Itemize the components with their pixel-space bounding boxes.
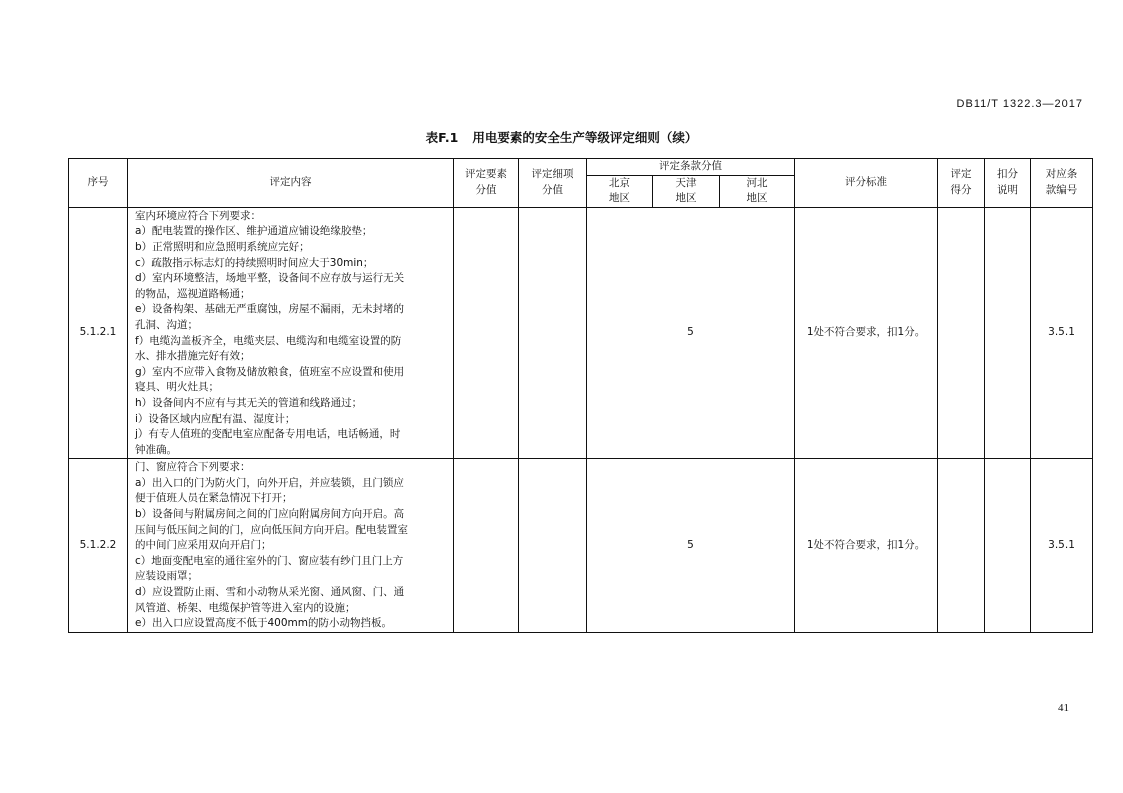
content-line: 的中间门应采用双向开启门； bbox=[135, 539, 272, 552]
table-name: 用电要素的安全生产等级评定细则（续） bbox=[472, 130, 698, 145]
content-line: 风管道、桥架、电缆保护管等进入室内的设施； bbox=[135, 601, 356, 614]
header-seq: 序号 bbox=[69, 159, 128, 208]
content-line: 压间与低压间之间的门，应向低压间方向开启。配电装置室 bbox=[135, 523, 408, 536]
content-line: 应装设雨罩； bbox=[135, 570, 198, 583]
row-content bbox=[128, 207, 454, 459]
content-line: 孔洞、沟道； bbox=[135, 318, 198, 331]
row-element-score bbox=[454, 207, 519, 459]
header-clause: 对应条款编号 bbox=[1031, 159, 1093, 208]
row-region-score: 5 bbox=[587, 459, 795, 633]
content-line: 便于值班人员在紧急情况下打开； bbox=[135, 492, 293, 505]
evaluation-table bbox=[68, 158, 1093, 633]
content-line: f）电缆沟盖板齐全，电缆夹层、电缆沟和电缆室设置的防 bbox=[135, 334, 402, 347]
content-line: 门、窗应符合下列要求： bbox=[135, 461, 251, 474]
header-content: 评定内容 bbox=[128, 159, 454, 208]
header-deduction: 扣分说明 bbox=[985, 159, 1031, 208]
row-element-score bbox=[454, 459, 519, 633]
row-region-score: 5 bbox=[587, 207, 795, 459]
content-line: g）室内不应带入食物及储放粮食，值班室不应设置和使用 bbox=[135, 365, 405, 378]
row-criteria: 1处不符合要求，扣1分。 bbox=[795, 207, 938, 459]
row-deduction bbox=[985, 459, 1031, 633]
table-title bbox=[0, 128, 1123, 146]
content-line: c）疏散指示标志灯的持续照明时间应大于30min； bbox=[135, 256, 374, 269]
content-line: c）地面变配电室的通往室外的门、窗应装有纱门且门上方 bbox=[135, 554, 404, 567]
row-score bbox=[938, 207, 985, 459]
content-line: a）配电装置的操作区、维护通道应铺设绝缘胶垫； bbox=[135, 225, 373, 238]
content-line: e）设备构架、基础无严重腐蚀，房屋不漏雨，无未封堵的 bbox=[135, 303, 404, 316]
content-line: b）设备间与附属房间之间的门应向附属房间方向开启。高 bbox=[135, 508, 405, 521]
row-criteria: 1处不符合要求，扣1分。 bbox=[795, 459, 938, 633]
row-clause: 3.5.1 bbox=[1031, 459, 1093, 633]
content-line: b）正常照明和应急照明系统应完好； bbox=[135, 240, 310, 253]
standard-code: DB11/T 1322.3—2017 bbox=[956, 98, 1083, 110]
page-number: 41 bbox=[1058, 702, 1069, 714]
row-content bbox=[128, 459, 454, 633]
row-deduction bbox=[985, 207, 1031, 459]
row-item-score bbox=[519, 207, 587, 459]
content-line: 水、排水措施完好有效； bbox=[135, 350, 251, 363]
table-row bbox=[69, 207, 1093, 459]
row-seq: 5.1.2.2 bbox=[69, 459, 128, 633]
header-item-score: 评定细项分值 bbox=[519, 159, 587, 208]
row-clause: 3.5.1 bbox=[1031, 207, 1093, 459]
header-region-group: 评定条款分值 bbox=[587, 159, 795, 176]
content-line: 室内环境应符合下列要求： bbox=[135, 209, 261, 222]
content-line: 钟准确。 bbox=[135, 443, 177, 456]
header-score: 评定得分 bbox=[938, 159, 985, 208]
header-tianjin: 天津地区 bbox=[653, 175, 720, 207]
content-line: i）设备区域内应配有温、湿度计； bbox=[135, 412, 296, 425]
content-line: 寝具、明火灶具； bbox=[135, 381, 219, 394]
content-line: a）出入口的门为防火门，向外开启，并应装锁，且门锁应 bbox=[135, 476, 404, 489]
row-seq: 5.1.2.1 bbox=[69, 207, 128, 459]
table-row bbox=[69, 459, 1093, 633]
content-line: d）应设置防止雨、雪和小动物从采光窗、通风窗、门、通 bbox=[135, 586, 405, 599]
header-element-score: 评定要素分值 bbox=[454, 159, 519, 208]
content-line: d）室内环境整洁，场地平整，设备间不应存放与运行无关 bbox=[135, 272, 405, 285]
table-label: 表F.1 bbox=[425, 130, 459, 145]
header-hebei: 河北地区 bbox=[720, 175, 795, 207]
row-score bbox=[938, 459, 985, 633]
content-line: e）出入口应设置高度不低于400mm的防小动物挡板。 bbox=[135, 617, 392, 630]
header-beijing: 北京地区 bbox=[587, 175, 653, 207]
content-line: h）设备间内不应有与其无关的管道和线路通过； bbox=[135, 396, 363, 409]
content-line: j）有专人值班的变配电室应配备专用电话，电话畅通，时 bbox=[135, 428, 401, 441]
content-line: 的物品，巡视道路畅通； bbox=[135, 287, 251, 300]
header-criteria: 评分标准 bbox=[795, 159, 938, 208]
row-item-score bbox=[519, 459, 587, 633]
